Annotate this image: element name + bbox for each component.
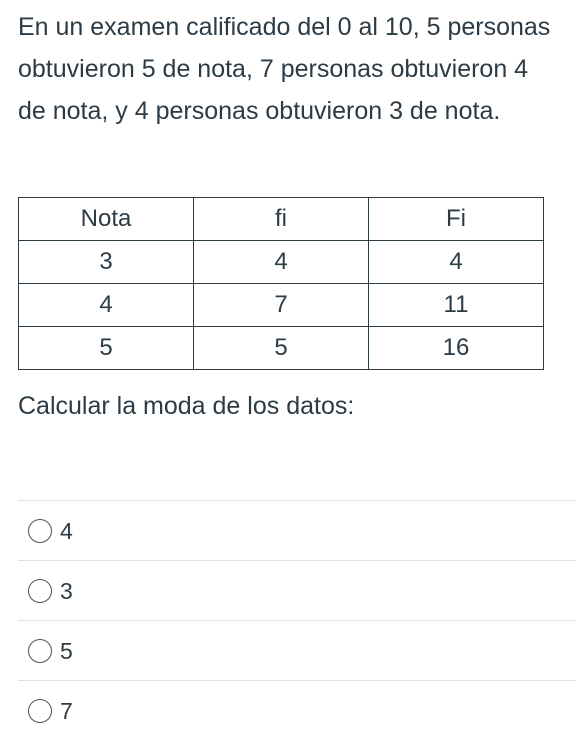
- table-cell: 5: [19, 327, 194, 370]
- column-header-nota: Nota: [19, 198, 194, 241]
- question-prompt: Calcular la moda de los datos:: [18, 392, 355, 420]
- table-cell: 5: [194, 327, 369, 370]
- table-cell: 3: [19, 241, 194, 284]
- table-cell: 16: [369, 327, 544, 370]
- table-cell: 11: [369, 284, 544, 327]
- column-header-fi: fi: [194, 198, 369, 241]
- question-text: En un examen calificado del 0 al 10, 5 personas obtuvieron 5 de nota, 7 personas obtuvieron 4 de nota, y 4 personas obtuvieron 3 de nota.: [18, 13, 551, 125]
- table-cell: 4: [19, 284, 194, 327]
- table-cell: 4: [194, 241, 369, 284]
- answer-options: [18, 500, 576, 740]
- table-cell: 7: [194, 284, 369, 327]
- option-label: 5: [60, 637, 73, 664]
- table-cell: 4: [369, 241, 544, 284]
- frequency-table: [18, 197, 544, 370]
- table-header-row: [19, 198, 544, 241]
- table-row: [19, 284, 544, 327]
- table-row: [19, 327, 544, 370]
- option-label: 3: [60, 577, 73, 604]
- radio-button[interactable]: [28, 519, 52, 543]
- answer-option[interactable]: [18, 560, 576, 620]
- table-row: [19, 241, 544, 284]
- answer-option[interactable]: [18, 680, 576, 740]
- radio-button[interactable]: [28, 699, 52, 723]
- option-label: 7: [60, 697, 73, 724]
- column-header-Fi: Fi: [369, 198, 544, 241]
- option-label: 4: [60, 517, 73, 544]
- radio-button[interactable]: [28, 579, 52, 603]
- answer-option[interactable]: [18, 500, 576, 560]
- answer-option[interactable]: [18, 620, 576, 680]
- radio-button[interactable]: [28, 639, 52, 663]
